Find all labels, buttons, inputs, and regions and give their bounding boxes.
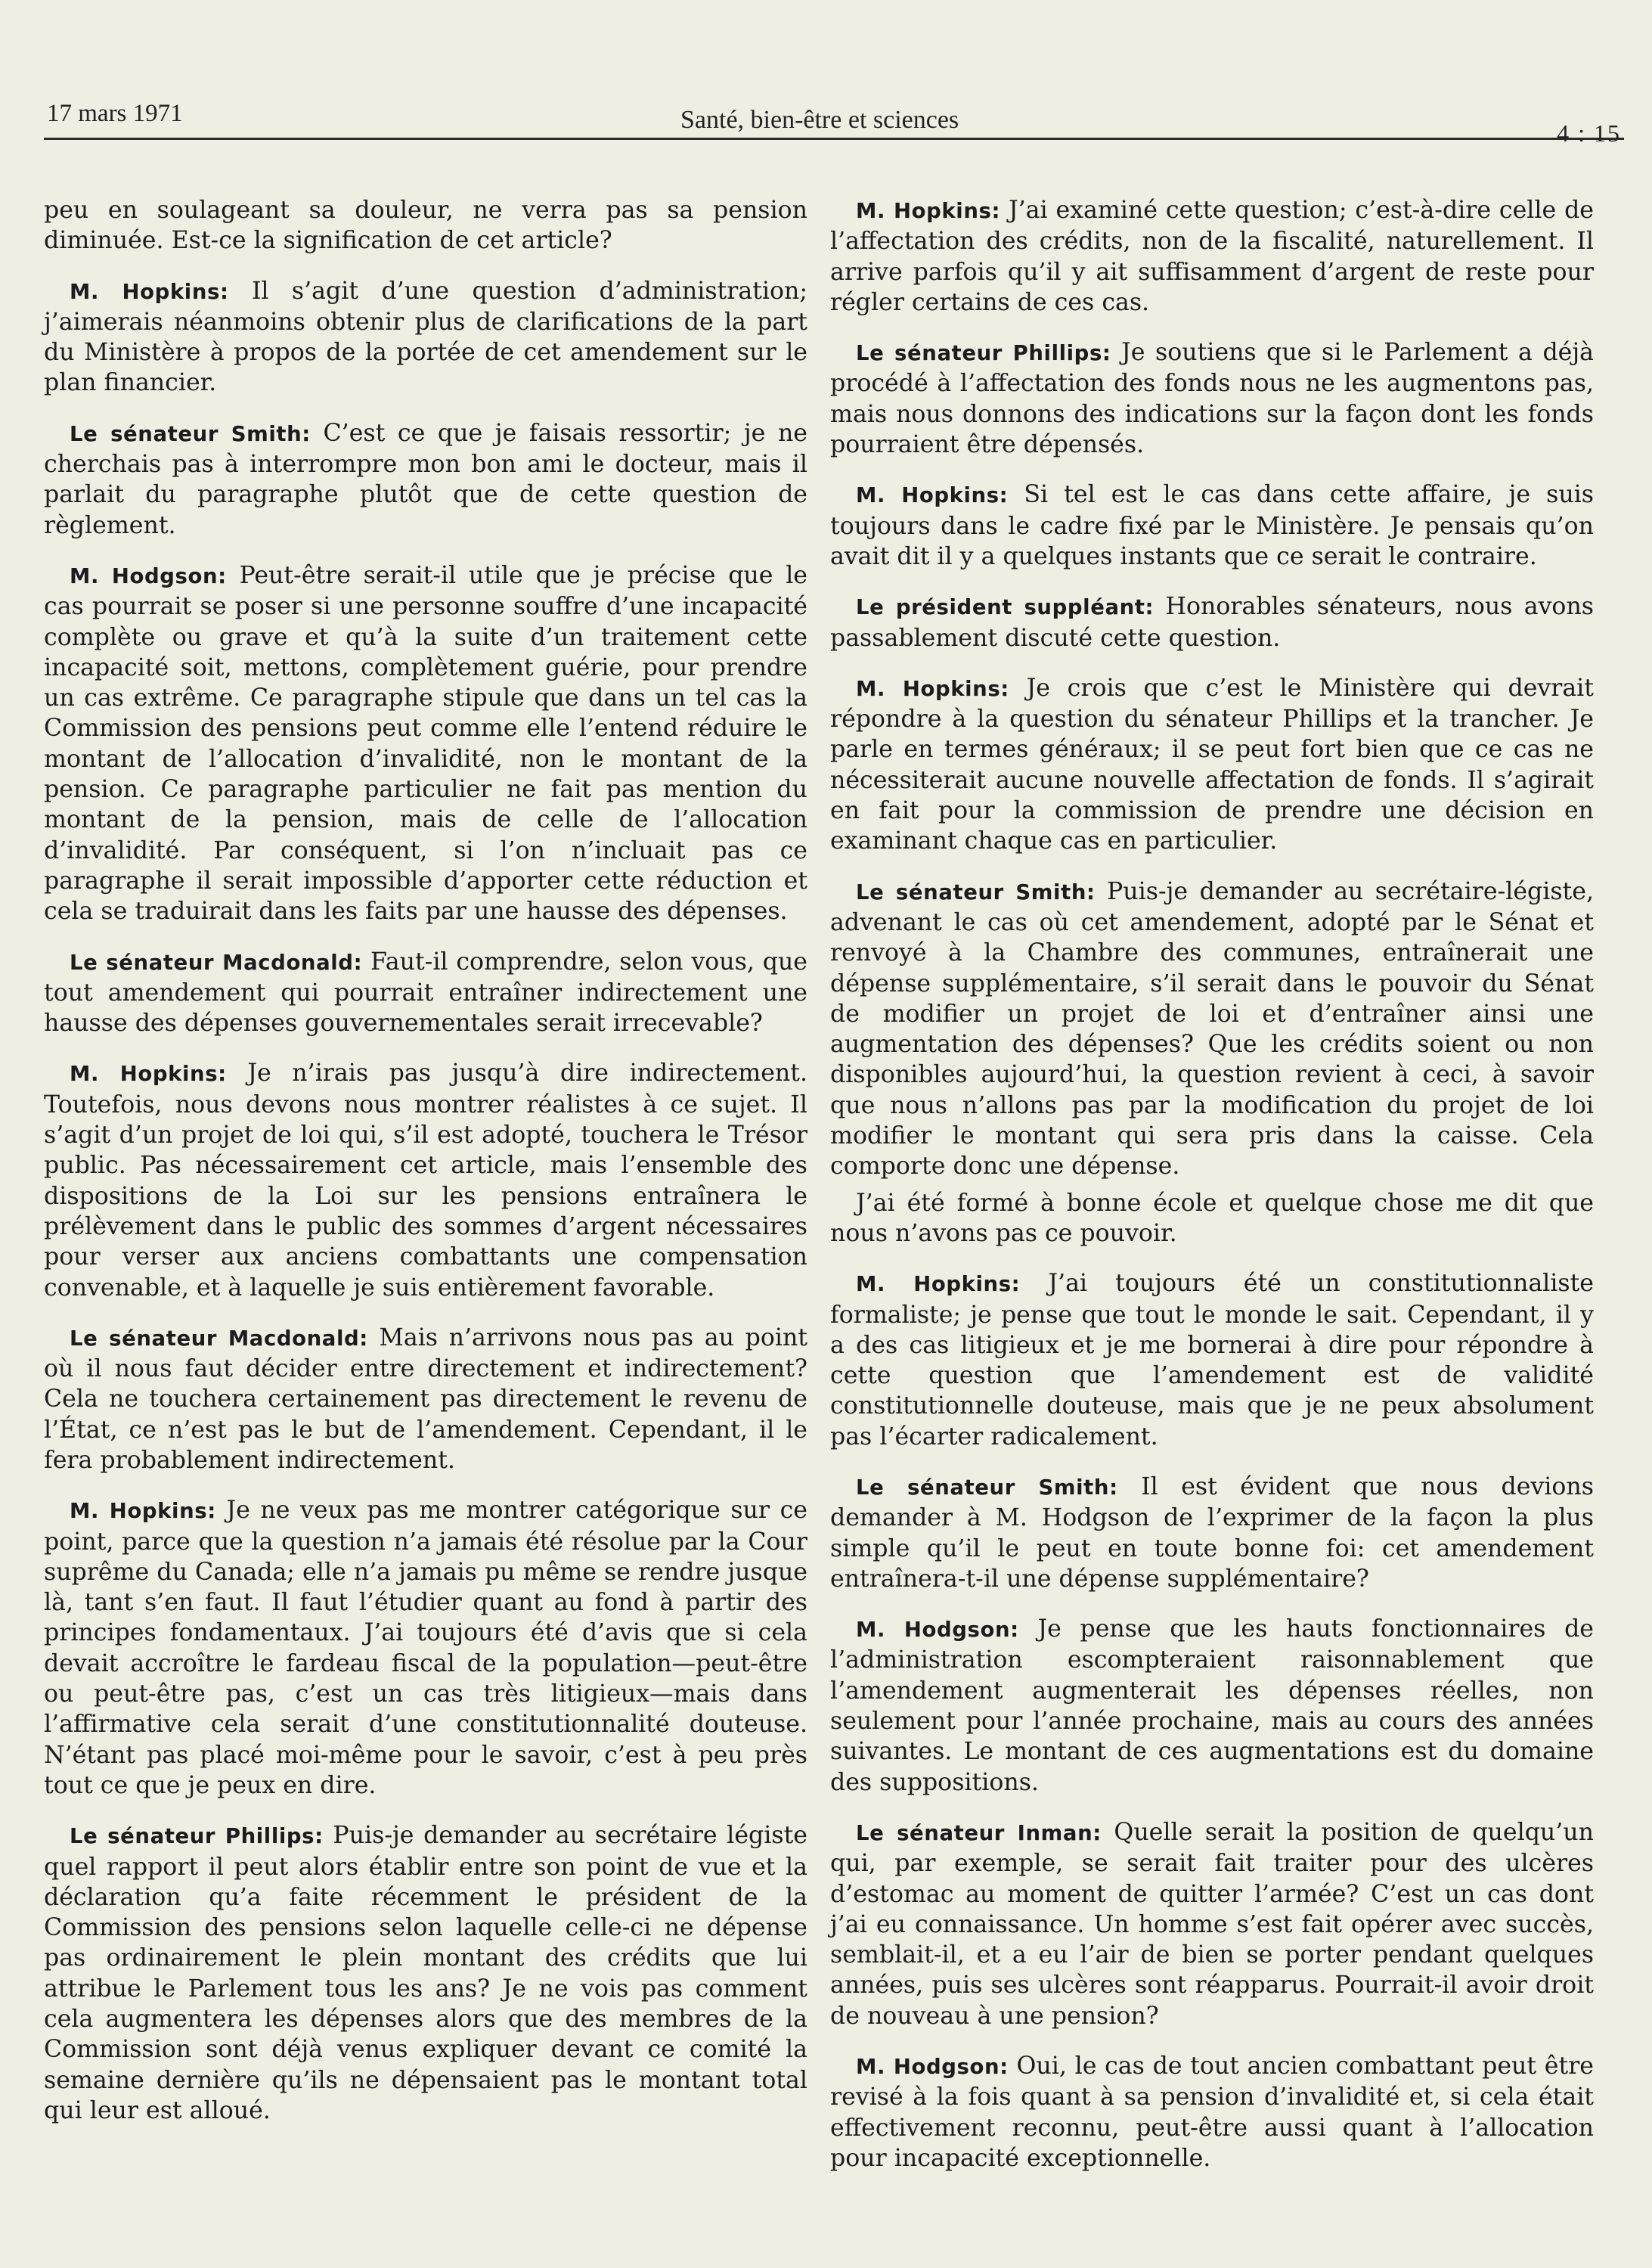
- speaker-name: M. Hopkins:: [856, 676, 1009, 701]
- paragraph: [830, 479, 1594, 572]
- speaker-name: M. Hopkins:: [856, 483, 1009, 508]
- paragraph-text: Puis-je demander au secrétaire légiste quel rapport il peut alors établir entre son point de vue et la déclaration qu’a faite récemment le président de la Commission des pensions selon laquelle celle-ci ne dépense pas ordinairement le plein montant des crédits que lui attribue le Parlement tous les ans? Je ne vois pas comment cela augmentera les dépenses alors que des membres de la Commission sont déjà venus expliquer devant ce comité la semaine dernière qu’ils ne dépensaient pas le montant total qui leur est alloué.: [44, 1822, 807, 2124]
- speaker-name: M. Hodgson:: [856, 2055, 1009, 2080]
- paragraph: [44, 1323, 807, 1475]
- paragraph: [44, 1495, 807, 1801]
- paragraph: [830, 337, 1594, 460]
- paragraph: [44, 947, 807, 1039]
- paragraph: [830, 591, 1594, 653]
- speaker-name: Le sénateur Macdonald:: [70, 950, 363, 975]
- paragraph-text: J’ai été formé à bonne école et quelque chose me dit que nous n’avons pas ce pouvoir.: [830, 1189, 1594, 1247]
- paragraph-text: Mais n’arrivons nous pas au point où il nous faut décider entre directement et indirectement? Cela ne touchera certainement pas directement le revenu de l’État, ce n’est pas le but de l’amendement. Cependant, il le fera probablement indirectement.: [44, 1323, 807, 1474]
- paragraph-text: J’ai toujours été un constitutionnaliste formaliste; je pense que tout le monde le sait. Cependant, il y a des cas litigieux et je me bornerai à dire pour répondre à cette question que l’amendement est de validité constitutionnelle douteuse, mais que je ne peux absolument pas l’écarter radicalement.: [830, 1270, 1595, 1450]
- paragraph: [830, 2051, 1594, 2173]
- paragraph-text: Il s’agit d’une question d’administration; j’aimerais néanmoins obtenir plus de clarifications de la part du Ministère à propos de la portée de cet amendement sur le plan financier.: [44, 277, 807, 397]
- paragraph: [44, 560, 807, 927]
- paragraph-text: Peut-être serait-il utile que je précise que le cas pourrait se poser si une personne souffre d’une incapacité complète ou grave et qu’à la suite d’un traitement cette incapacité soit, mettons, complètement guérie, pour prendre un cas extrême. Ce paragraphe stipule que dans un tel cas la Commission des pensions peut comme elle l’entend réduire le montant de l’allocation d’invalidité, non le montant de la pension. Ce paragraphe particulier ne fait pas mention du montant de la pension, mais de celle de l’allocation d’invalidité. Par conséquent, si l’on n’incluait pas ce paragraphe il serait impossible d’apporter cette réduction et cela se traduirait dans les faits par une hausse des dépenses.: [44, 561, 807, 926]
- speaker-name: Le sénateur Phillips:: [70, 1824, 324, 1849]
- page-number: 4 : 15: [1557, 119, 1621, 147]
- paragraph: [830, 876, 1594, 1182]
- speaker-name: M. Hopkins:: [70, 279, 229, 304]
- speaker-name: M. Hopkins:: [856, 1272, 1021, 1297]
- paragraph-text: Quelle serait la position de quelqu’un qui, par exemple, se serait fait traiter pour des ulcères d’estomac au moment de quitter l’armée? C’est un cas dont j’ai eu connaissance. Un homme s’est fait opérer avec succès, semblait-il, et a eu l’air de bien se porter pendant quelques années, puis ses ulcères sont réapparus. Pourrait-il avoir droit de nouveau à une pension?: [830, 1818, 1595, 2030]
- paragraph: [830, 1472, 1594, 1594]
- paragraph: [44, 1820, 807, 2126]
- paragraph: [44, 276, 807, 399]
- speaker-name: Le sénateur Inman:: [856, 1820, 1102, 1845]
- paragraph-text: Faut-il comprendre, selon vous, que tout amendement qui pourrait entraîner indirectement une hausse des dépenses gouvernementales serait irrecevable?: [44, 948, 807, 1038]
- paragraph-text: Il est évident que nous devions demander à M. Hodgson de l’exprimer de la façon la plus simple qu’il le peut en toute bonne foi: cet amendement entraînera-t-il une dépense supplémentaire?: [830, 1472, 1594, 1593]
- right-column: [830, 195, 1594, 2193]
- paragraph-text: Je crois que c’est le Ministère qui devrait répondre à la question du sénateur Phillips et la trancher. Je parle en termes généraux; il se peut fort bien que ce cas ne nécessiterait aucune nouvelle affectation de fonds. Il s’agirait en fait pour la commission de prendre une décision en examinant chaque cas en particulier.: [830, 674, 1594, 855]
- paragraph-text: J’ai examiné cette question; c’est-à-dire celle de l’affectation des crédits, non de la fiscalité, naturellement. Il arrive parfois qu’il y ait suffisamment d’argent de reste pour régler certains de ces cas.: [830, 197, 1594, 316]
- paragraph-text: Je n’irais pas jusqu’à dire indirectement. Toutefois, nous devons nous montrer réalistes à ce sujet. Il s’agit d’un projet de loi qui, s’il est adopté, touchera le Trésor public. Pas nécessairement cet article, mais l’ensemble des dispositions de la Loi sur les pensions entraînera le prélèvement dans le public des sommes d’argent nécessaires pour verser aux anciens combattants une compensation convenable, et à laquelle je suis entièrement favorable.: [44, 1060, 807, 1302]
- paragraph-text: Puis-je demander au secrétaire-légiste, advenant le cas où cet amendement, adopté par le Sénat et renvoyé à la Chambre des communes, entraînerait une dépense supplémentaire, s’il serait dans le pouvoir du Sénat de modifier un projet de loi et d’entraîner ainsi une augmentation des dépenses? Que les crédits soient ou non disponibles aujourd’hui, la question revient à ceci, à savoir que nous n’allons pas par la modification du projet de loi modifier le montant qui sera pris dans la caisse. Cela comporte donc une dépense.: [830, 877, 1594, 1181]
- speaker-name: Le sénateur Phillips:: [856, 341, 1111, 366]
- paragraph: [830, 1817, 1594, 2031]
- paragraph: [44, 1058, 807, 1302]
- paragraph: [44, 418, 807, 541]
- paragraph: [830, 195, 1594, 318]
- speaker-name: Le sénateur Smith:: [856, 1475, 1118, 1500]
- paragraph-text: Honorables sénateurs, nous avons passablement discuté cette question.: [830, 593, 1594, 652]
- paragraph: [44, 195, 807, 256]
- speaker-name: M. Hodgson:: [70, 563, 227, 588]
- paragraph-text: Je ne veux pas me montrer catégorique sur ce point, parce que la question n’a jamais été résolue par la Cour suprême du Canada; elle n’a jamais pu même se rendre jusque là, tant s’en faut. Il faut l’étudier quant au fond à partir des principes fondamentaux. J’ai toujours été d’avis que si cela devait accroître le fardeau fiscal de la population—peut-être ou peut-être pas, c’est un cas très litigieux—mais dans l’affirmative cela serait d’une constitutionnalité douteuse. N’étant pas placé moi-même pour le savoir, c’est à peu près tout ce que je peux en dire.: [44, 1497, 807, 1799]
- paragraph: [830, 1614, 1594, 1798]
- header-date: 17 mars 1971: [47, 100, 183, 127]
- speaker-name: M. Hopkins:: [70, 1062, 227, 1087]
- speaker-name: Le président suppléant:: [856, 595, 1155, 620]
- speaker-name: M. Hopkins:: [856, 199, 1001, 223]
- speaker-name: Le sénateur Macdonald:: [70, 1326, 368, 1351]
- paragraph-text: Si tel est le cas dans cette affaire, je suis toujours dans le cadre fixé par le Ministère. Je pensais qu’on avait dit il y a quelques instants que ce serait le contraire.: [830, 481, 1594, 570]
- left-column: [44, 195, 807, 2145]
- paragraph: [830, 673, 1594, 857]
- paragraph: [830, 1268, 1594, 1452]
- speaker-name: Le sénateur Smith:: [856, 880, 1096, 904]
- paragraph-text: Je pense que les hauts fonctionnaires de l’administration escompteraient raisonnablement que l’amendement augmenterait les dépenses réelles, non seulement pour l’année prochaine, mais au cours des années suivantes. Le montant de ces augmentations est du domaine des suppositions.: [830, 1615, 1594, 1796]
- paragraph-text: Oui, le cas de tout ancien combattant peut être revisé à la fois quant à sa pension d’invalidité et, si cela était effectivement reconnu, peut-être aussi quant à l’allocation pour incapacité exceptionnelle.: [830, 2052, 1595, 2172]
- header-title: Santé, bien-être et sciences: [680, 106, 959, 134]
- paragraph-text: Je soutiens que si le Parlement a déjà procédé à l’affectation des fonds nous ne les augmentons pas, mais nous donnons des indications sur la façon dont les fonds pourraient être dépensés.: [830, 339, 1594, 459]
- speaker-name: M. Hodgson:: [856, 1618, 1019, 1643]
- speaker-name: Le sénateur Smith:: [70, 421, 311, 446]
- speaker-name: M. Hopkins:: [70, 1499, 216, 1524]
- paragraph-text: C’est ce que je faisais ressortir; je ne cherchais pas à interrompre mon bon ami le docteur, mais il parlait du paragraphe plutôt que de cette question de règlement.: [44, 419, 807, 539]
- paragraph: [830, 1188, 1594, 1249]
- page-header: [44, 91, 1624, 147]
- paragraph-text: peu en soulageant sa douleur, ne verra pas sa pension diminuée. Est-ce la signification de cet article?: [44, 197, 807, 255]
